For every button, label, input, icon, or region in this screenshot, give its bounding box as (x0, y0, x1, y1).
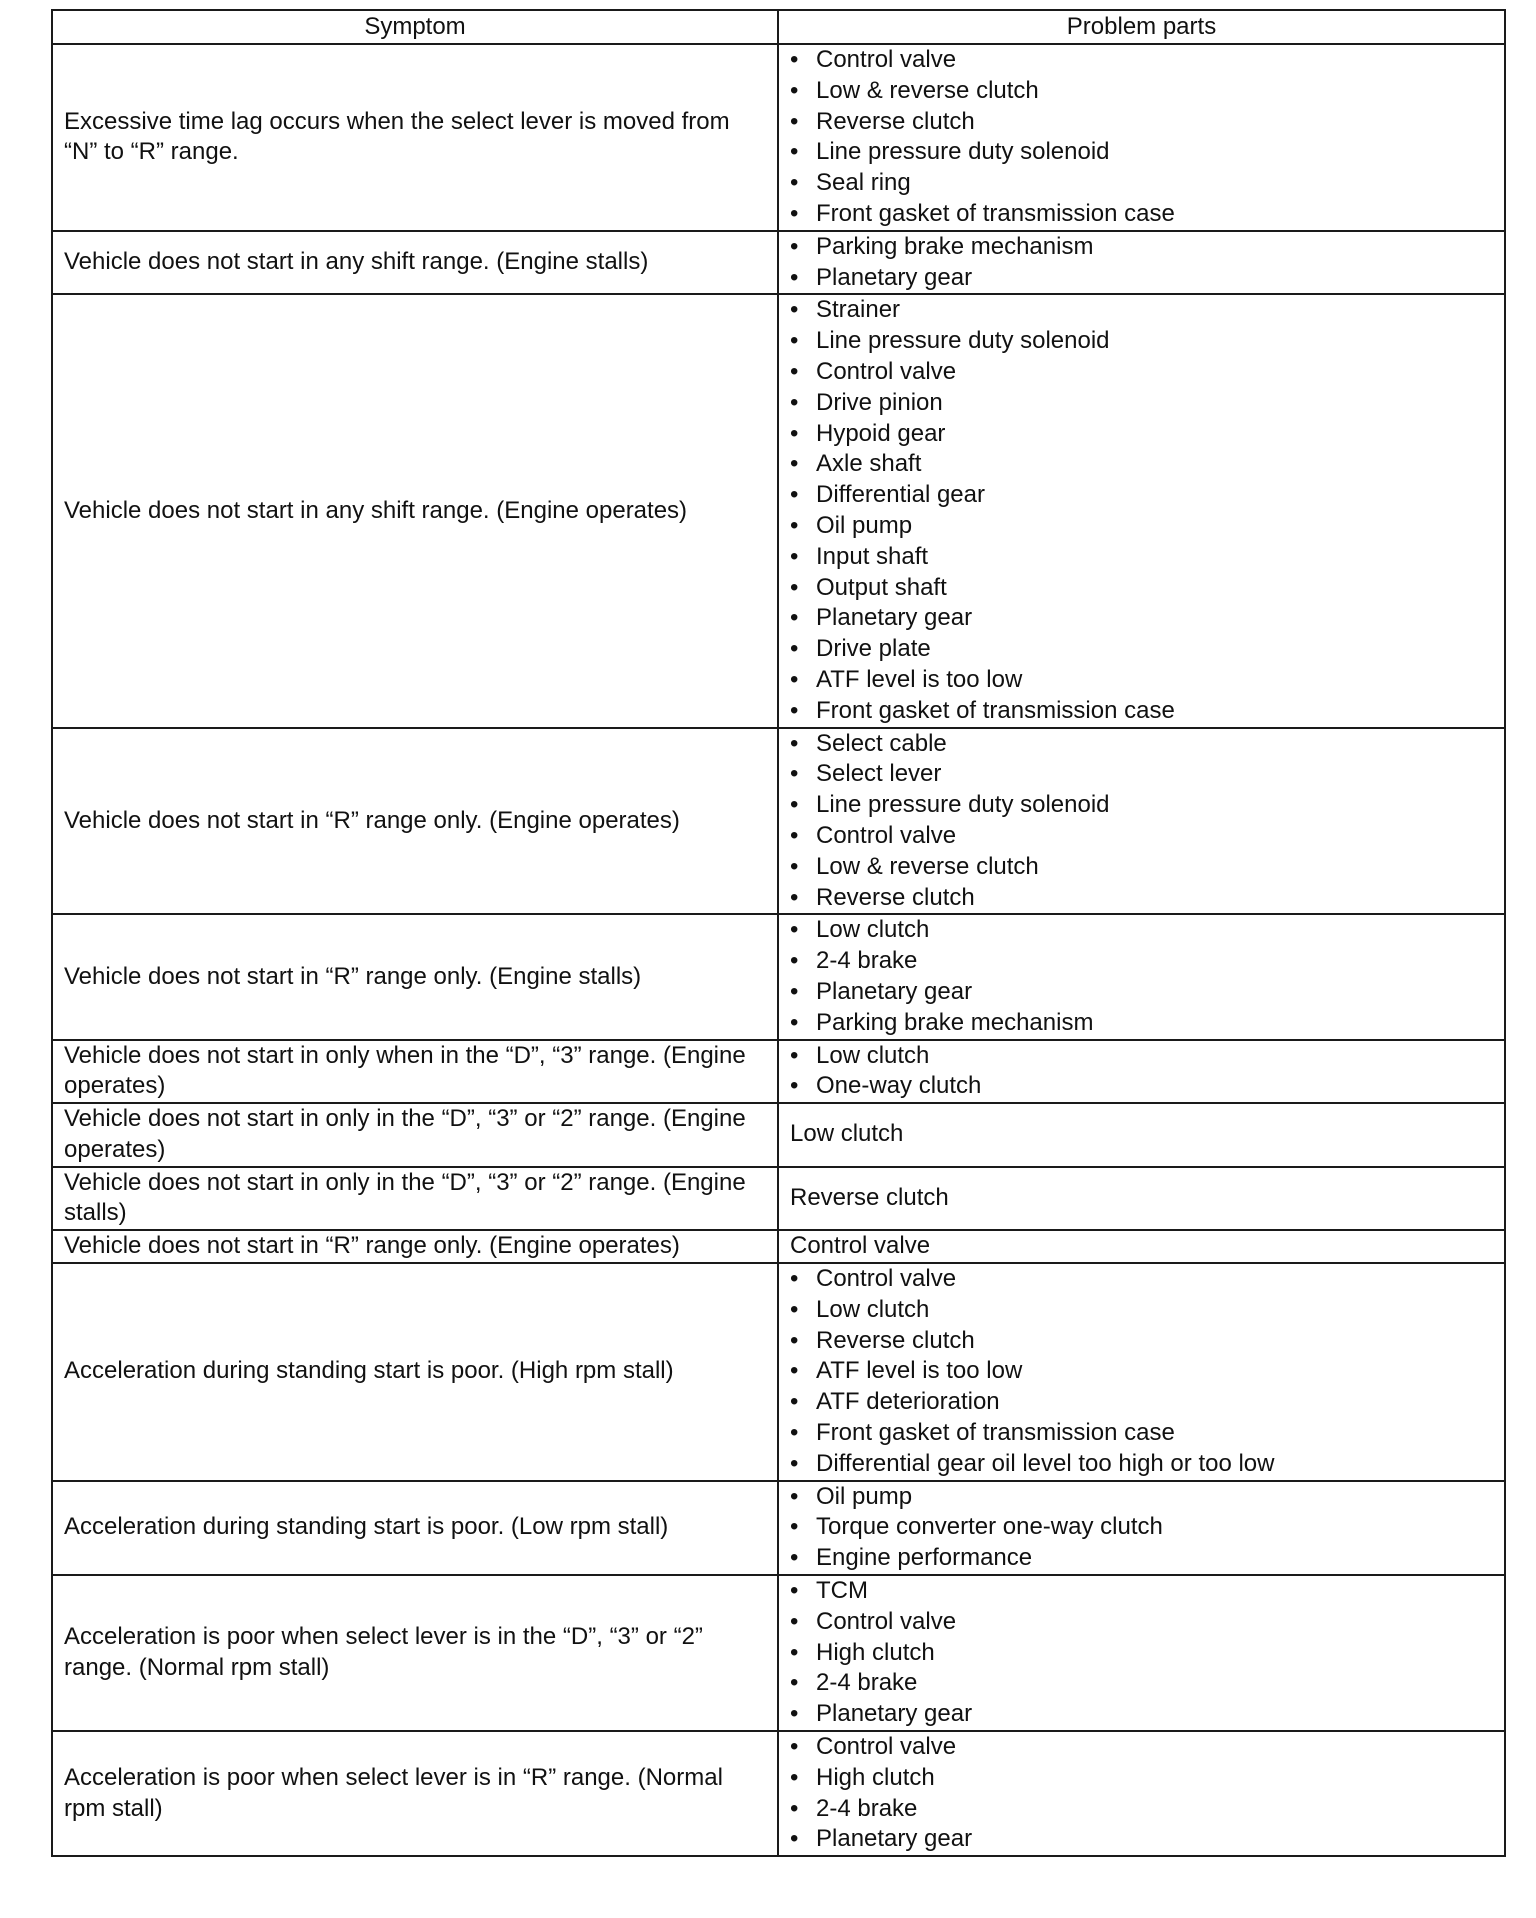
problem-part-item: • Control valve (790, 1264, 1493, 1295)
problem-part-item: • Parking brake mechanism (790, 232, 1493, 263)
symptom-cell: Acceleration is poor when select lever is in the “D”, “3” or “2” range. (Normal rpm stall) (52, 1575, 778, 1731)
symptom-cell: Vehicle does not start in “R” range only. (Engine operates) (52, 1230, 778, 1263)
symptom-cell: Vehicle does not start in “R” range only. (Engine stalls) (52, 914, 778, 1039)
table-row (52, 1040, 1505, 1104)
problem-parts-list (790, 1482, 1493, 1574)
problem-parts-cell (778, 1481, 1505, 1575)
problem-part-item: • ATF deterioration (790, 1387, 1493, 1418)
problem-part-item: • TCM (790, 1576, 1493, 1607)
problem-part-item: • Select cable (790, 729, 1493, 760)
problem-part-item: • Hypoid gear (790, 419, 1493, 450)
problem-part-item: • Engine performance (790, 1543, 1493, 1574)
problem-part-item: • Reverse clutch (790, 107, 1493, 138)
table-row (52, 1731, 1505, 1856)
problem-part-item: • 2-4 brake (790, 1668, 1493, 1699)
header-row (52, 10, 1505, 44)
problem-part-item: • 2-4 brake (790, 946, 1493, 977)
problem-part-item: • Input shaft (790, 542, 1493, 573)
problem-part-item: • Planetary gear (790, 263, 1493, 294)
symptom-cell: Acceleration during standing start is poor. (Low rpm stall) (52, 1481, 778, 1575)
problem-parts-cell (778, 44, 1505, 231)
table-row (52, 1481, 1505, 1575)
problem-part-item: • Strainer (790, 295, 1493, 326)
problem-parts-cell (778, 1575, 1505, 1731)
table-body (52, 44, 1505, 1856)
problem-part-item: • Axle shaft (790, 449, 1493, 480)
table-row (52, 294, 1505, 727)
problem-part-item: • Low & reverse clutch (790, 76, 1493, 107)
problem-part-item: • Front gasket of transmission case (790, 199, 1493, 230)
problem-part-item: • Planetary gear (790, 1824, 1493, 1855)
problem-parts-list (790, 232, 1493, 294)
problem-parts-cell (778, 914, 1505, 1039)
problem-part-item: • One-way clutch (790, 1071, 1493, 1102)
problem-part-item: • Reverse clutch (790, 1326, 1493, 1357)
problem-part-item: • Select lever (790, 759, 1493, 790)
problem-part-item: • High clutch (790, 1763, 1493, 1794)
problem-part-item: • Reverse clutch (790, 883, 1493, 914)
problem-part-item: • Low & reverse clutch (790, 852, 1493, 883)
symptom-cell: Vehicle does not start in only in the “D”, “3” or “2” range. (Engine stalls) (52, 1167, 778, 1231)
problem-parts-cell: Low clutch (778, 1103, 1505, 1167)
problem-part-item: • Planetary gear (790, 603, 1493, 634)
table-row (52, 1167, 1505, 1231)
symptom-cell: Vehicle does not start in any shift range. (Engine stalls) (52, 231, 778, 295)
problem-part-item: • Planetary gear (790, 977, 1493, 1008)
table-row (52, 1263, 1505, 1481)
problem-part-item: • Control valve (790, 45, 1493, 76)
problem-part-item: • Differential gear oil level too high or too low (790, 1449, 1493, 1480)
problem-parts-cell (778, 294, 1505, 727)
problem-parts-cell (778, 728, 1505, 915)
problem-part-item: • Control valve (790, 1732, 1493, 1763)
problem-part-item: • Control valve (790, 1607, 1493, 1638)
problem-part-item: • Control valve (790, 821, 1493, 852)
symptom-cell: Acceleration during standing start is poor. (High rpm stall) (52, 1263, 778, 1481)
problem-part-item: • 2-4 brake (790, 1794, 1493, 1825)
symptom-cell: Acceleration is poor when select lever is in “R” range. (Normal rpm stall) (52, 1731, 778, 1856)
problem-parts-cell: Control valve (778, 1230, 1505, 1263)
problem-part-item: • Line pressure duty solenoid (790, 790, 1493, 821)
problem-part-item: • Torque converter one-way clutch (790, 1512, 1493, 1543)
symptom-cell: Vehicle does not start in only in the “D”, “3” or “2” range. (Engine operates) (52, 1103, 778, 1167)
problem-parts-list (790, 915, 1493, 1038)
problem-part-item: • Control valve (790, 357, 1493, 388)
problem-parts-list (790, 1732, 1493, 1855)
problem-parts-list (790, 1041, 1493, 1103)
problem-part-item: • Planetary gear (790, 1699, 1493, 1730)
table-row (52, 231, 1505, 295)
problem-part-item: • Low clutch (790, 1295, 1493, 1326)
problem-part-item: • Output shaft (790, 573, 1493, 604)
problem-parts-cell (778, 231, 1505, 295)
table-row (52, 1230, 1505, 1263)
problem-part-item: • Drive plate (790, 634, 1493, 665)
table-row (52, 44, 1505, 231)
header-symptom: Symptom (52, 10, 778, 44)
table-row (52, 1103, 1505, 1167)
problem-parts-cell (778, 1040, 1505, 1104)
symptom-cell: Vehicle does not start in “R” range only. (Engine operates) (52, 728, 778, 915)
problem-part-item: • Front gasket of transmission case (790, 1418, 1493, 1449)
table-row (52, 914, 1505, 1039)
symptom-parts-table (51, 9, 1506, 1857)
problem-parts-cell (778, 1731, 1505, 1856)
symptom-cell: Vehicle does not start in only when in the “D”, “3” range. (Engine operates) (52, 1040, 778, 1104)
problem-parts-list (790, 1576, 1493, 1730)
problem-parts-list (790, 295, 1493, 726)
problem-part-item: • Oil pump (790, 511, 1493, 542)
problem-part-item: • Drive pinion (790, 388, 1493, 419)
problem-parts-list (790, 1264, 1493, 1480)
problem-parts-cell: Reverse clutch (778, 1167, 1505, 1231)
problem-part-item: • Differential gear (790, 480, 1493, 511)
problem-parts-list (790, 45, 1493, 230)
table-row (52, 728, 1505, 915)
symptom-cell: Vehicle does not start in any shift range. (Engine operates) (52, 294, 778, 727)
problem-part-item: • Oil pump (790, 1482, 1493, 1513)
problem-part-item: • Parking brake mechanism (790, 1008, 1493, 1039)
problem-part-item: • ATF level is too low (790, 1356, 1493, 1387)
problem-part-item: • ATF level is too low (790, 665, 1493, 696)
problem-part-item: • Line pressure duty solenoid (790, 326, 1493, 357)
problem-part-item: • High clutch (790, 1638, 1493, 1669)
problem-part-item: • Front gasket of transmission case (790, 696, 1493, 727)
problem-part-item: • Seal ring (790, 168, 1493, 199)
header-problem-parts: Problem parts (778, 10, 1505, 44)
problem-parts-cell (778, 1263, 1505, 1481)
symptom-cell: Excessive time lag occurs when the select lever is moved from “N” to “R” range. (52, 44, 778, 231)
problem-parts-list (790, 729, 1493, 914)
table-row (52, 1575, 1505, 1731)
problem-part-item: • Low clutch (790, 1041, 1493, 1072)
problem-part-item: • Low clutch (790, 915, 1493, 946)
problem-part-item: • Line pressure duty solenoid (790, 137, 1493, 168)
